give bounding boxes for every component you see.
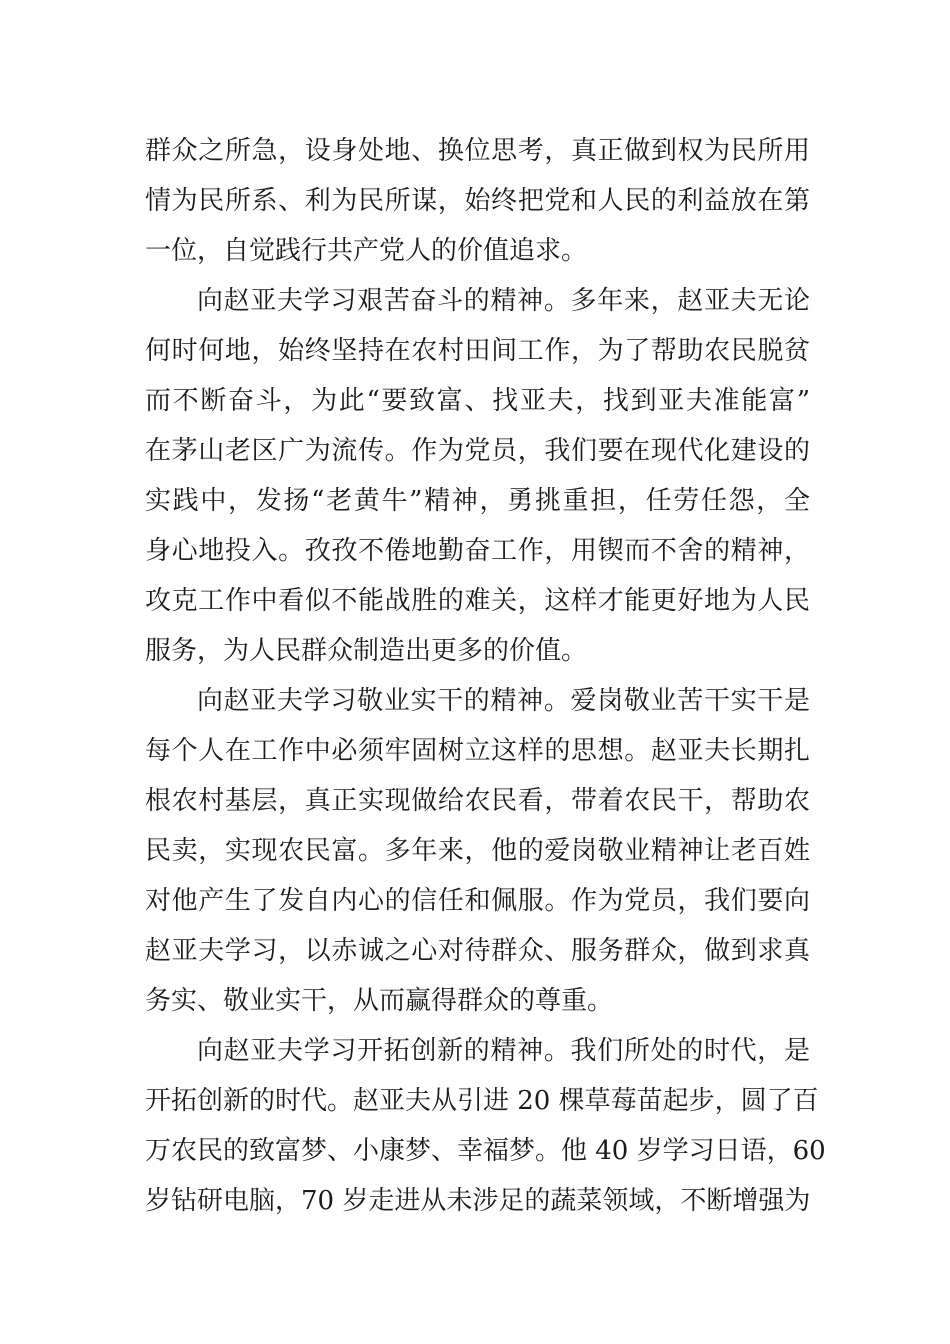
text-line: 每个人在工作中必须牢固树立这样的思想。赵亚夫长期扎 <box>145 736 810 766</box>
text-line: 向赵亚夫学习开拓创新的精神。我们所处的时代，是 <box>197 1036 810 1066</box>
text-line: 万农民的致富梦、小康梦、幸福梦。他 40 岁学习日语，60 <box>145 1136 826 1166</box>
text-line: 情为民所系、利为民所谋，始终把党和人民的利益放在第 <box>145 186 810 216</box>
text-line: 对他产生了发自内心的信任和佩服。作为党员，我们要向 <box>145 886 810 916</box>
document-body <box>145 126 826 1226</box>
text-line: 民卖，实现农民富。多年来，他的爱岗敬业精神让老百姓 <box>145 836 810 866</box>
text-line: 根农村基层，真正实现做给农民看，带着农民干，帮助农 <box>145 786 810 816</box>
text-line: 攻克工作中看似不能战胜的难关，这样才能更好地为人民 <box>145 586 810 616</box>
text-line: 何时何地，始终坚持在农村田间工作，为了帮助农民脱贫 <box>145 336 810 366</box>
text-line: 务实、敬业实干，从而赢得群众的尊重。 <box>145 986 614 1016</box>
text-line: 开拓创新的时代。赵亚夫从引进 20 棵草莓苗起步，圆了百 <box>145 1086 819 1116</box>
text-line: 一位，自觉践行共产党人的价值追求。 <box>145 236 588 266</box>
text-line: 岁钻研电脑，70 岁走进从未涉足的蔬菜领域，不断增强为 <box>145 1186 811 1216</box>
text-line: 身心地投入。孜孜不倦地勤奋工作，用锲而不舍的精神， <box>145 536 810 566</box>
text-line: 赵亚夫学习，以赤诚之心对待群众、服务群众，做到求真 <box>145 936 810 966</box>
text-line: 向赵亚夫学习艰苦奋斗的精神。多年来，赵亚夫无论 <box>197 286 810 316</box>
text-line: 实践中，发扬“老黄牛”精神，勇挑重担，任劳任怨，全 <box>145 486 810 516</box>
text-line: 在茅山老区广为流传。作为党员，我们要在现代化建设的 <box>145 436 810 466</box>
text-line: 服务，为人民群众制造出更多的价值。 <box>145 636 588 666</box>
text-line: 而不断奋斗，为此“要致富、找亚夫，找到亚夫准能富” <box>145 386 810 416</box>
text-line: 向赵亚夫学习敬业实干的精神。爱岗敬业苦干实干是 <box>197 686 810 716</box>
text-line: 群众之所急，设身处地、换位思考，真正做到权为民所用 <box>145 136 810 166</box>
